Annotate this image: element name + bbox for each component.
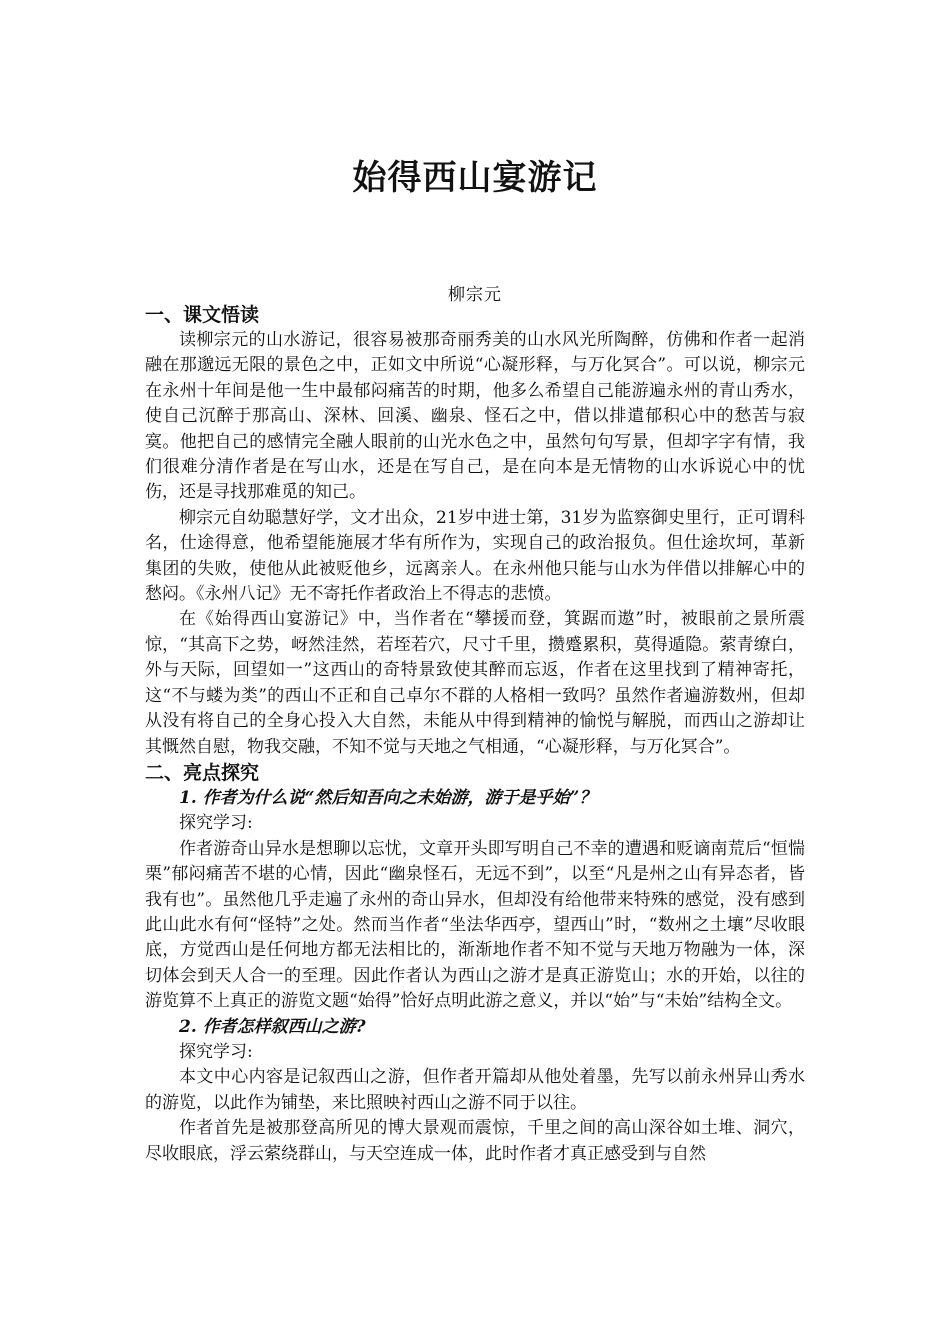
document-body	[145, 302, 805, 1167]
question-2: 2. 作者怎样叙西山之游?	[179, 1016, 366, 1037]
study-label: 探究学习:	[179, 1041, 253, 1062]
page-title: 始得西山宴游记	[352, 158, 598, 198]
question-1: 1. 作者为什么说“然后知吾向之未始游，游于是乎始”？	[179, 787, 597, 808]
answer-paragraph: 作者首先是被那登高所见的博大景观而震惊，千里之间的高山深谷如土堆、洞穴，尽收眼底，浮云萦绕群山，与天空连成一体，此时作者才真正感受到与自然	[145, 1118, 805, 1164]
study-label: 探究学习:	[179, 813, 253, 834]
paragraph: 柳宗元自幼聪慧好学，文才出众，21岁中进士第，31岁为监察御史里行，正可谓科名，仕途得意，他希望能施展才华有所作为，实现自己的政治报负。但仕途坎坷，革新集团的失败，使他从此被贬他乡，远离亲人。在永州他只能与山水为伴借以排解心中的愁闷。《永州八记》无不寄托作者政治上不得志的悲愤。	[145, 507, 805, 605]
paragraph: 读柳宗元的山水游记，很容易被那奇丽秀美的山水风光所陶醉，仿佛和作者一起消融在那邈远无限的景色之中，正如文中所说“心凝形释，与万化冥合”。可以说，柳宗元在永州十年间是他一生中最郁闷痛苦的时期，他多么希望自己能游遍永州的青山秀水，使自己沉醉于那高山、深林、回溪、幽泉、怪石之中，借以排遣郁积心中的愁苦与寂寞。他把自己的感情完全融人眼前的山光水色之中，虽然句句写景，但却字字有情，我们很难分清作者是在写山水，还是在写自己，是在向本是无情物的山水诉说心中的忧伤，还是寻找那难觅的知己。	[145, 330, 805, 503]
section-heading-highlights: 二、亮点探究	[145, 761, 260, 784]
paragraph: 在《始得西山宴游记》中，当作者在“攀援而登，箕踞而遨”时，被眼前之景所震惊，“其高下之势，岈然洼然，若垤若穴，尺寸千里，攒蹙累积，莫得遁隐。萦青缭白，外与天际，回望如一”这西山的奇特景致使其醉而忘返，作者在这里找到了精神寄托，这“不与蝼为类”的西山不正和自己卓尔不群的人格相一致吗？虽然作者遍游数州，但却从没有将自己的全身心投入大自然，未能从中得到精神的愉悦与解脱，而西山之游却让其慨然自慰，物我交融，不知不觉与天地之气相通，“心凝形释，与万化冥合”。	[145, 609, 805, 757]
answer-paragraph: 作者游奇山异水是想聊以忘忧，文章开头即写明自己不幸的遭遇和贬谪南荒后“恒惴栗”郁闷痛苦不堪的心情，因此“幽泉怪石，无远不到”，以至“凡是州之山有异态者，皆我有也”。虽然他几乎走遍了永州的奇山异水，但却没有给他带来特殊的感觉，没有感到此山此水有何“怪特”之处。然而当作者“坐法华西亭，望西山”时，“数州之土壤”尽收眼底，方觉西山是任何地方都无法相比的，渐渐地作者不知不觉与天地万物融为一体，深切体会到天人合一的至理。因此作者认为西山之游才是真正游览山；水的开始，以往的游览算不上真正的游览文题“始得”恰好点明此游之意义，并以“始”与“未始”结构全文。	[145, 838, 805, 1012]
author-name: 柳宗元	[448, 285, 502, 305]
answer-paragraph: 本文中心内容是记叙西山之游，但作者开篇却从他处着墨，先写以前永州异山秀水的游览，以此作为铺垫，来比照映衬西山之游不同于以往。	[145, 1067, 805, 1113]
section-heading-reading: 一、课文悟读	[145, 304, 260, 326]
